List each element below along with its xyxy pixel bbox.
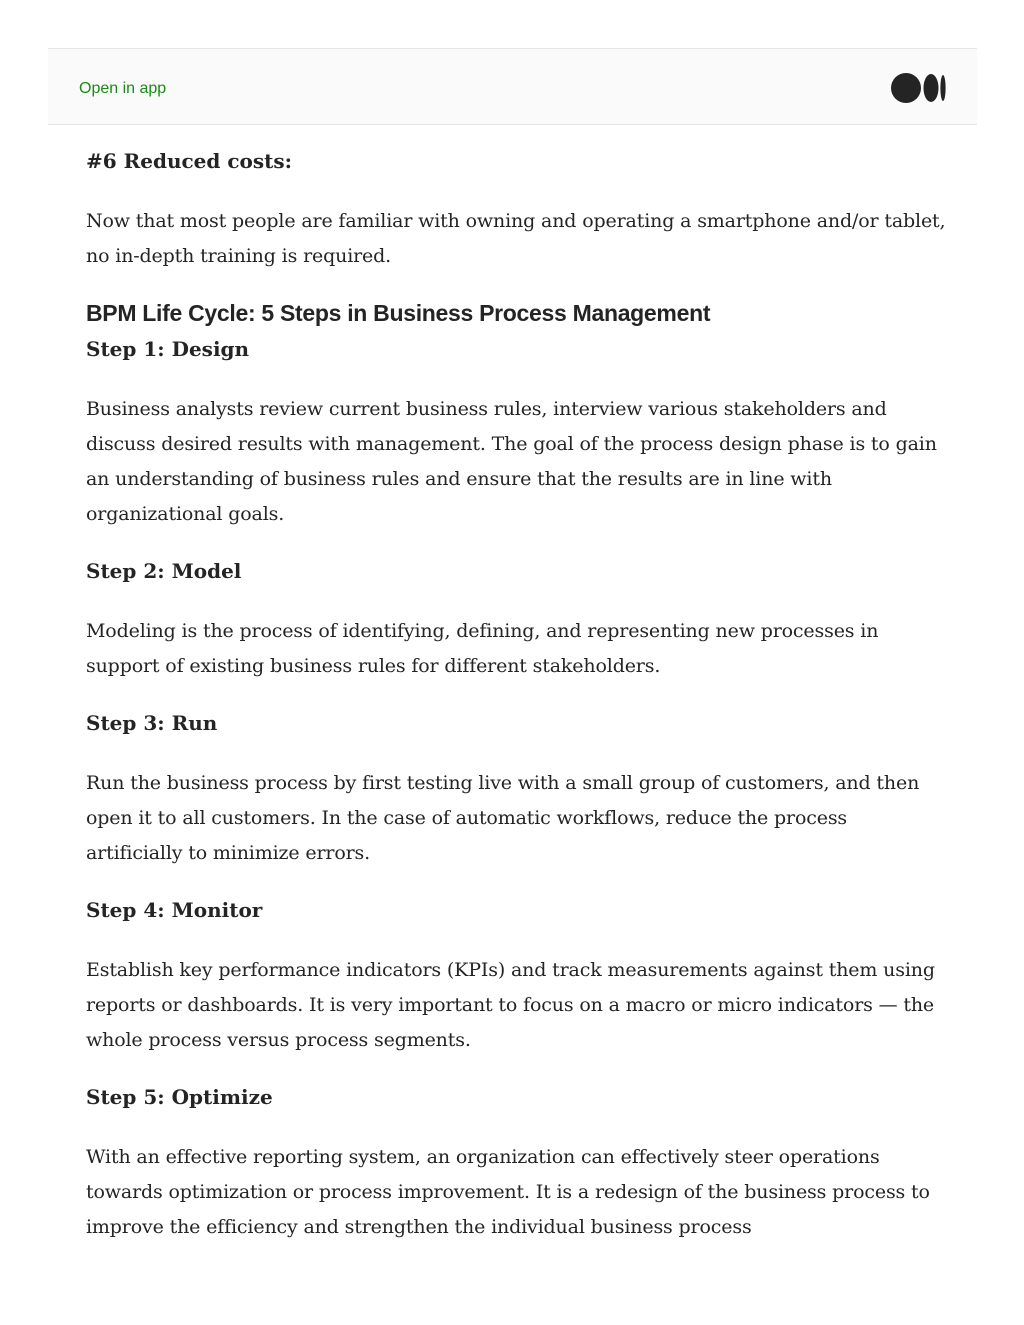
- step-3-paragraph: Run the business process by first testing live with a small group of customers, and then open it to all customers. In the case of automatic workflows, reduce the process artificially to minimize errors.: [86, 772, 920, 864]
- step-1-paragraph: Business analysts review current business rules, interview various stakeholders and discuss desired results with management. The goal of the process design phase is to gain an understanding of business rules and ensure that the results are in line with organizational goals.: [86, 398, 937, 525]
- article-body: [86, 140, 946, 1245]
- open-in-app-link[interactable]: Open in app: [79, 80, 167, 97]
- step-2-heading: Step 2: Model: [86, 559, 242, 583]
- step-5-heading: Step 5: Optimize: [86, 1085, 273, 1109]
- step-5-paragraph: With an effective reporting system, an organization can effectively steer operations towards optimization or process improvement. It is a redesign of the business process to improve the efficiency and strengthen the individual business process: [86, 1146, 930, 1238]
- step-3-heading: Step 3: Run: [86, 711, 218, 735]
- section-title: BPM Life Cycle: 5 Steps in Business Process Management: [86, 300, 711, 326]
- step-4-heading: Step 4: Monitor: [86, 898, 263, 922]
- reduced-costs-heading: #6 Reduced costs:: [86, 149, 293, 173]
- step-1-heading: Step 1: Design: [86, 337, 250, 361]
- step-2-paragraph: Modeling is the process of identifying, defining, and representing new processes in support of existing business rules for different stakeholders.: [86, 620, 879, 677]
- medium-logo-icon[interactable]: [891, 73, 947, 103]
- reduced-costs-paragraph: Now that most people are familiar with owning and operating a smartphone and/or tablet, no in-depth training is required.: [86, 210, 946, 267]
- step-4-paragraph: Establish key performance indicators (KPIs) and track measurements against them using reports or dashboards. It is very important to focus on a macro or micro indicators — the whole process versus process segments.: [86, 959, 935, 1051]
- top-bar: [48, 48, 977, 125]
